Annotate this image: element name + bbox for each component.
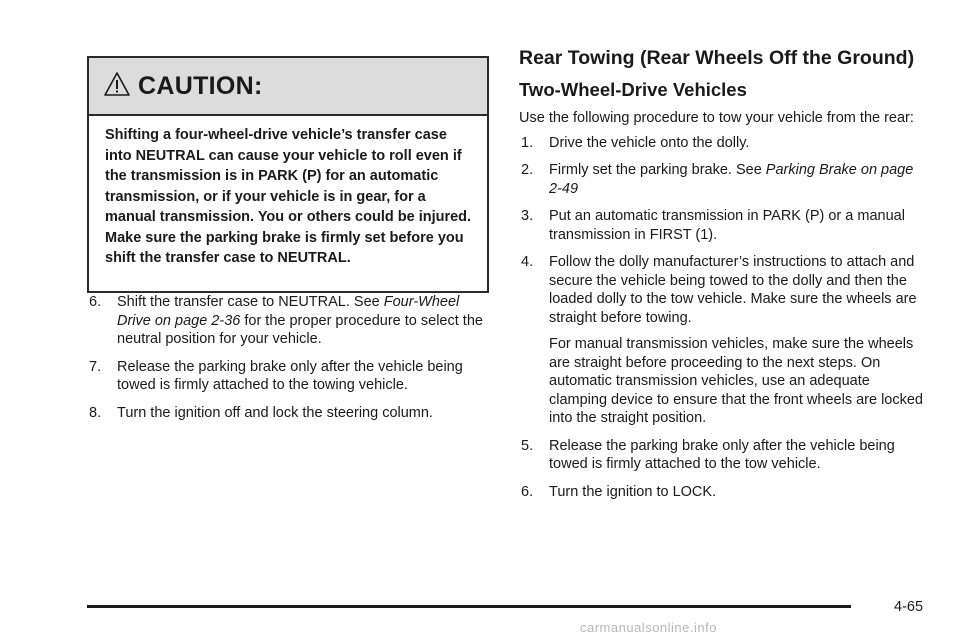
step-text: Release the parking brake only after the vehicle being towed is firmly attached to the tow vehicle.: [549, 437, 895, 472]
step-number: 5.: [521, 437, 534, 454]
list-item: [87, 293, 489, 349]
caution-text: Shifting a four-wheel-drive vehicle’s transfer case into NEUTRAL can cause your vehicle to roll even if the transmission is in PARK (P) for an automatic transmission, or if your vehicle is in gear, for a manual transmission. You or others could be injured. Make sure the parking brake is firmly set before you shift the transfer case to NEUTRAL.: [105, 127, 472, 266]
intro-paragraph: Use the following procedure to tow your vehicle from the rear:: [519, 110, 914, 126]
step-number: 7.: [89, 358, 102, 375]
list-item: [87, 358, 489, 395]
watermark: carmanualsonline.info: [580, 620, 717, 635]
page-reference-link[interactable]: Four-Wheel Drive on page 2-36: [117, 294, 460, 329]
warning-triangle-icon: [104, 71, 130, 97]
list-item: [87, 404, 489, 423]
step-text: Drive the vehicle onto the dolly.: [549, 134, 750, 151]
step-text: for the proper procedure to select the neutral position for your vehicle.: [117, 312, 483, 347]
footer-rule: [87, 605, 851, 608]
right-column: [519, 46, 929, 510]
step-number: 6.: [521, 483, 534, 500]
step-note: For manual transmission vehicles, make sure the wheels are straight before proceeding to the next steps. On automatic transmission vehicles, use an adequate clamping device to ensure that the front wheels are locked into the straight position.: [549, 336, 923, 426]
step-number: 2.: [521, 162, 534, 178]
step-text: Turn the ignition to LOCK.: [549, 483, 717, 500]
step-number: 4.: [521, 254, 534, 270]
list-item: [519, 161, 929, 198]
list-item: [519, 253, 929, 428]
page-reference-link[interactable]: Parking Brake on page 2-49: [549, 162, 914, 197]
list-item: [519, 134, 929, 153]
step-number: 1.: [521, 134, 534, 151]
subsection-heading: Two-Wheel-Drive Vehicles: [519, 79, 747, 100]
step-text: Turn the ignition off and lock the steering column.: [117, 404, 433, 421]
list-item: [519, 437, 929, 474]
step-text: Shift the transfer case to NEUTRAL. See: [117, 294, 384, 310]
step-number: 8.: [89, 404, 102, 421]
list-item: [519, 483, 929, 502]
step-text: Follow the dolly manufacturer’s instructions to attach and secure the vehicle being towed to the dolly and then the loaded dolly to the tow vehicle. Make sure the wheels are straight before towing.: [549, 254, 917, 326]
section-heading: Rear Towing (Rear Wheels Off the Ground): [519, 47, 915, 69]
step-number: 6.: [89, 294, 102, 310]
caution-title: CAUTION:: [138, 71, 263, 100]
step-text: Release the parking brake only after the vehicle being towed is firmly attached to the towing vehicle.: [117, 358, 463, 393]
list-item: [519, 207, 929, 244]
left-column: [87, 56, 489, 431]
page-number: 4-65: [894, 599, 924, 615]
step-number: 3.: [521, 208, 534, 224]
caution-box: [87, 56, 489, 293]
left-step-list: [87, 293, 489, 422]
step-text: Firmly set the parking brake. See: [549, 162, 766, 178]
step-text: Put an automatic transmission in PARK (P) or a manual transmission in FIRST (1).: [549, 208, 905, 243]
caution-header: [89, 58, 487, 116]
right-step-list: [519, 134, 929, 502]
